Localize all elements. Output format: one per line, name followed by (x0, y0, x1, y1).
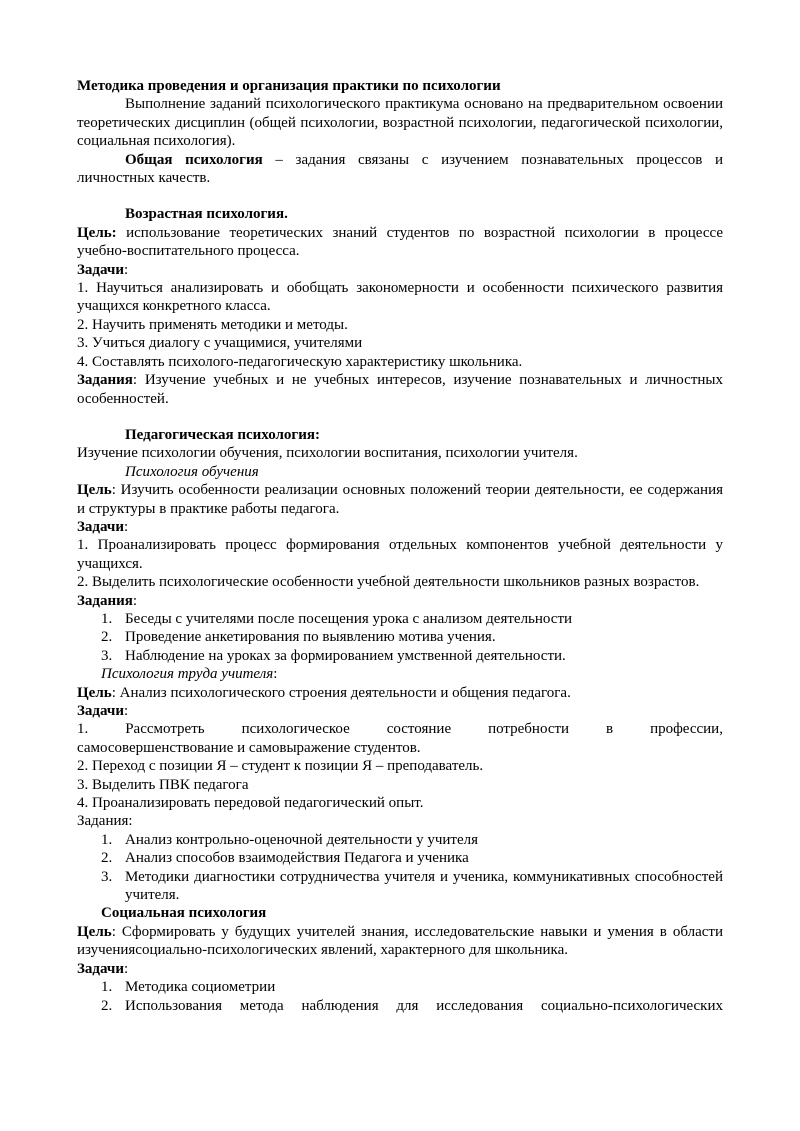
list-item: 3. Наблюдение на уроках за формированием умственной деятельности. (101, 647, 566, 664)
learning-tasks-label: Задачи: (77, 518, 129, 535)
list-item: 1. Беседы с учителями после посещения урока с анализом деятельности (101, 610, 573, 627)
ped-psychology-heading: Педагогическая психология: (125, 426, 320, 443)
age-psychology-heading: Возрастная психология. (125, 206, 288, 223)
age-task-item: 4. Составлять психолого-педагогическую характеристику школьника. (77, 353, 523, 370)
general-psychology-term: Общая психология (125, 151, 263, 168)
age-task-item: 2. Научить применять методики и методы. (77, 316, 348, 333)
teacher-task-item: 4. Проанализировать передовой педагогический опыт. (77, 795, 424, 812)
social-tasks-label: Задачи: (77, 960, 129, 977)
list-item: 2. Анализ способов взаимодействия Педагога и ученика (101, 850, 469, 867)
intro-paragraph: Выполнение заданий психологического практикума основано на предварительном освоении теоретических дисциплин (общей психологии, возрастной психологии, педагогической психологии, социальная психология). (77, 96, 723, 150)
teacher-assignments-label: Задания: (77, 813, 133, 830)
learning-psychology-subheading: Психология обучения (125, 463, 259, 480)
list-item: 2. Использования метода наблюдения для исследования социально-психологических (101, 997, 723, 1014)
teacher-task-item-continuation: самосовершенствование и самовыражение студентов. (77, 739, 421, 756)
list-item: 3. Методики диагностики сотрудничества учителя и ученика, коммуникативных способностей учителя. (101, 868, 723, 904)
learning-assignments-label: Задания: (77, 592, 138, 609)
teacher-goal: Цель: Анализ психологического строения деятельности и общения педагога. (77, 684, 571, 701)
ped-psychology-description: Изучение психологии обучения, психологии воспитания, психологии учителя. (77, 445, 578, 462)
age-tasks-label: Задачи: (77, 261, 129, 278)
teacher-assignments-list (77, 831, 723, 905)
general-psychology-paragraph: Общая психология – задания связаны с изучением познавательных процессов и личностных качеств. (77, 151, 723, 187)
learning-assignments-list (77, 610, 723, 665)
age-goal: Цель: использование теоретических знаний студентов по возрастной психологии в процессе учебно-воспитательного процесса. (77, 224, 723, 260)
social-tasks-list (77, 978, 723, 1015)
learning-task-item: 2. Выделить психологические особенности учебной деятельности школьников разных возрастов. (77, 574, 700, 591)
teacher-psychology-subheading: Психология труда учителя: (101, 666, 278, 683)
learning-task-item: 1. Проанализировать процесс формирования отдельных компонентов учебной деятельности у учащихся. (77, 537, 723, 572)
teacher-task-item: 2. Переход с позиции Я – студент к позиции Я – преподаватель. (77, 758, 484, 775)
age-task-item: 3. Учиться диалогу с учащимися, учителями (77, 335, 363, 352)
teacher-task-item-first-line: 1. Рассмотреть психологическое состояние потребности в профессии, (77, 721, 723, 738)
list-item: 1. Методика социометрии (101, 979, 276, 996)
document-title: Методика проведения и организация практики по психологии (77, 78, 501, 94)
teacher-tasks-label: Задачи: (77, 703, 129, 719)
age-assignments: Задания: Изучение учебных и не учебных интересов, изучение познавательных и личностных особенностей. (77, 372, 723, 407)
social-psychology-heading: Социальная психология (101, 905, 267, 922)
list-item: 1. Анализ контрольно-оценочной деятельности у учителя (101, 831, 478, 848)
social-goal: Цель: Сформировать у будущих учителей знания, исследовательские навыки и умения в области изученияcоциально-психологических явлений, характерного для школьника. (77, 923, 723, 959)
age-task-item: 1. Научиться анализировать и обобщать закономерности и особенности психического развития учащихся конкретного класса. (77, 280, 723, 315)
learning-goal: Цель: Изучить особенности реализации основных положений теории деятельности, ее содержания и структуры в практике работы педагога. (77, 482, 723, 517)
document-body (77, 77, 723, 1015)
teacher-task-item: 3. Выделить ПВК педагога (77, 776, 249, 793)
list-item: 2. Проведение анкетирования по выявлению мотива учения. (101, 629, 496, 646)
